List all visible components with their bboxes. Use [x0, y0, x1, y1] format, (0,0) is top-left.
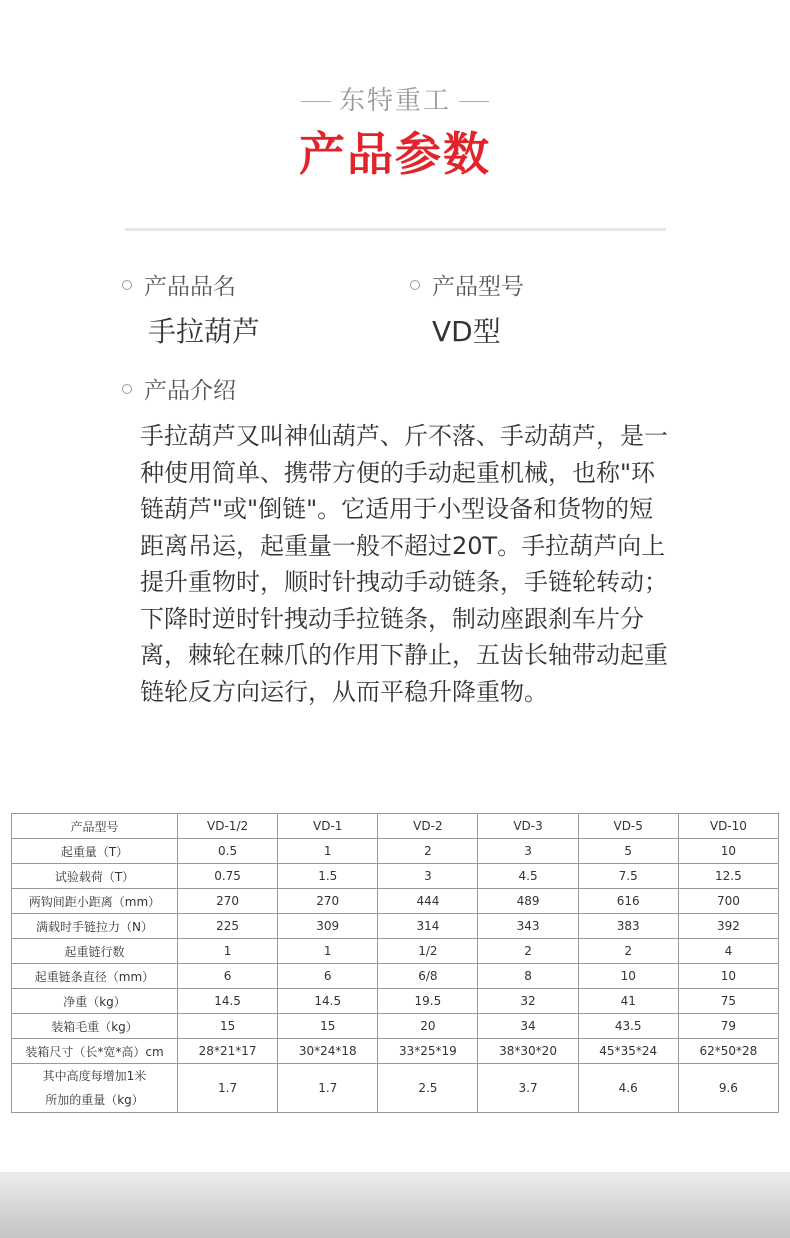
table-row: [12, 1014, 779, 1039]
table-cell: 起重链条直径（mm）: [12, 964, 178, 989]
table-cell: 1.5: [278, 864, 378, 889]
table-cell: VD-3: [478, 814, 578, 839]
page-title: 产品参数: [299, 127, 491, 181]
table-row: [12, 989, 779, 1014]
table-cell: 9.6: [678, 1064, 778, 1113]
table-cell: 装箱毛重（kg）: [12, 1014, 178, 1039]
table-cell: 15: [278, 1014, 378, 1039]
table-cell: 270: [178, 889, 278, 914]
table-cell: 4: [678, 939, 778, 964]
table-cell: VD-10: [678, 814, 778, 839]
table-cell: 1: [278, 839, 378, 864]
table-cell: 3: [378, 864, 478, 889]
table-row: [12, 939, 779, 964]
table-cell: 270: [278, 889, 378, 914]
table-cell: 满载时手链拉力（N）: [12, 914, 178, 939]
table-cell: 2: [478, 939, 578, 964]
table-cell: 33*25*19: [378, 1039, 478, 1064]
table-cell: [12, 1064, 178, 1113]
table-cell: 43.5: [578, 1014, 678, 1039]
table-cell: 起重量（T）: [12, 839, 178, 864]
table-cell: 1.7: [178, 1064, 278, 1113]
brand-line: [0, 80, 790, 117]
table-cell: 8: [478, 964, 578, 989]
table-cell: 45*35*24: [578, 1039, 678, 1064]
table-cell: 2.5: [378, 1064, 478, 1113]
table-cell: 314: [378, 914, 478, 939]
bullet-circle-icon: [410, 280, 420, 290]
table-row: [12, 1064, 779, 1113]
table-row: [12, 1039, 779, 1064]
table-cell: 14.5: [278, 989, 378, 1014]
table-cell: 1: [278, 939, 378, 964]
product-intro-label: [122, 372, 236, 405]
table-cell: 62*50*28: [678, 1039, 778, 1064]
table-cell: 装箱尺寸（长*宽*高）cm: [12, 1039, 178, 1064]
table-cell: 28*21*17: [178, 1039, 278, 1064]
product-name-value: 手拉葫芦: [148, 315, 261, 348]
product-model-label: [410, 268, 524, 301]
table-cell: 3.7: [478, 1064, 578, 1113]
table-cell: 4.6: [578, 1064, 678, 1113]
table-cell: 1/2: [378, 939, 478, 964]
product-model-value: VD型: [432, 315, 501, 348]
table-cell: 489: [478, 889, 578, 914]
table-cell: 343: [478, 914, 578, 939]
row-label-line2: 所加的重量（kg）: [45, 1093, 144, 1107]
bullet-circle-icon: [122, 280, 132, 290]
table-row: [12, 839, 779, 864]
table-cell: 两钩间距小距离（mm）: [12, 889, 178, 914]
params-table: [11, 813, 779, 1113]
table-row: [12, 864, 779, 889]
table-cell: 225: [178, 914, 278, 939]
bullet-circle-icon: [122, 384, 132, 394]
table-cell: 试验载荷（T）: [12, 864, 178, 889]
table-cell: VD-1/2: [178, 814, 278, 839]
table-cell: 19.5: [378, 989, 478, 1014]
table-cell: 产品型号: [12, 814, 178, 839]
table-cell: 41: [578, 989, 678, 1014]
table-cell: 383: [578, 914, 678, 939]
table-cell: 1.7: [278, 1064, 378, 1113]
table-cell: 75: [678, 989, 778, 1014]
table-cell: 5: [578, 839, 678, 864]
table-cell: 15: [178, 1014, 278, 1039]
table-header-row: [12, 814, 779, 839]
table-cell: VD-2: [378, 814, 478, 839]
table-cell: 12.5: [678, 864, 778, 889]
table-cell: 10: [678, 839, 778, 864]
footer-band: [0, 1172, 790, 1238]
table-cell: 4.5: [478, 864, 578, 889]
table-cell: 0.75: [178, 864, 278, 889]
table-cell: 14.5: [178, 989, 278, 1014]
table-cell: 6: [278, 964, 378, 989]
table-cell: 79: [678, 1014, 778, 1039]
brand-dash-left: [301, 101, 331, 102]
row-label-line1: 其中高度每增加1米: [42, 1069, 147, 1083]
divider: [125, 228, 666, 231]
product-name-label-text: 产品品名: [144, 274, 236, 300]
brand-name: 东特重工: [338, 86, 451, 116]
table-cell: 392: [678, 914, 778, 939]
table-cell: 起重链行数: [12, 939, 178, 964]
table-cell: 20: [378, 1014, 478, 1039]
table-row: [12, 889, 779, 914]
table-cell: VD-5: [578, 814, 678, 839]
product-intro-text: 手拉葫芦又叫神仙葫芦、斤不落、手动葫芦，是一种使用简单、携带方便的手动起重机械，也称"环链葫芦"或"倒链"。它适用于小型设备和货物的短距离吊运，起重量一般不超过20T。手拉葫芦向上提升重物时，顺时针拽动手动链条，手链轮转动；下降时逆时针拽动手拉链条，制动座跟刹车片分离，棘轮在棘爪的作用下静止，五齿长轴带动起重链轮反方向运行，从而平稳升降重物。: [140, 422, 668, 706]
table-cell: 10: [578, 964, 678, 989]
table-cell: 30*24*18: [278, 1039, 378, 1064]
table-cell: VD-1: [278, 814, 378, 839]
table-cell: 6/8: [378, 964, 478, 989]
brand-dash-right: [459, 101, 489, 102]
table-cell: 309: [278, 914, 378, 939]
product-intro-label-text: 产品介绍: [144, 378, 236, 404]
product-model-label-text: 产品型号: [432, 274, 524, 300]
table-cell: 6: [178, 964, 278, 989]
table-cell: 1: [178, 939, 278, 964]
table-cell: 2: [378, 839, 478, 864]
table-cell: 10: [678, 964, 778, 989]
table-row: [12, 914, 779, 939]
table-cell: 净重（kg）: [12, 989, 178, 1014]
table-cell: 7.5: [578, 864, 678, 889]
table-cell: 32: [478, 989, 578, 1014]
table-cell: 616: [578, 889, 678, 914]
table-cell: 34: [478, 1014, 578, 1039]
table-cell: 2: [578, 939, 678, 964]
table-cell: 38*30*20: [478, 1039, 578, 1064]
table-cell: 700: [678, 889, 778, 914]
table-cell: 3: [478, 839, 578, 864]
table-cell: 444: [378, 889, 478, 914]
table-row: [12, 964, 779, 989]
product-name-label: [122, 268, 236, 301]
table-cell: 0.5: [178, 839, 278, 864]
